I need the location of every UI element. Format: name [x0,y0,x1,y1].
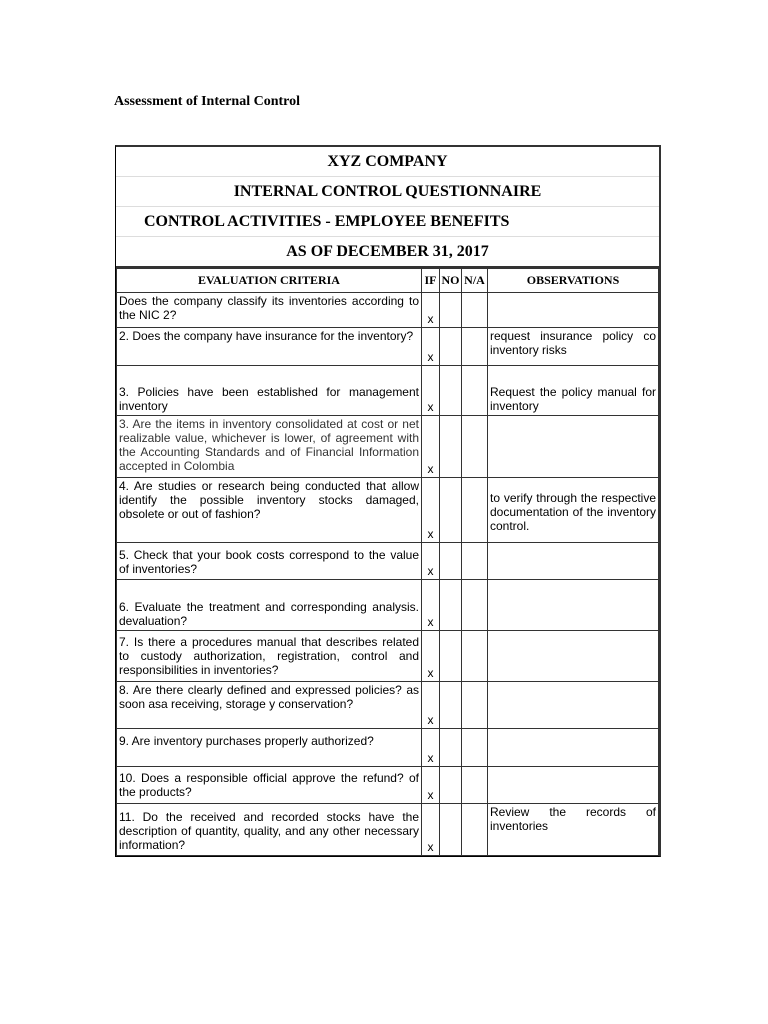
criteria-cell: 5. Check that your book costs correspond to the value of inventories? [117,543,422,580]
date-title: AS OF DECEMBER 31, 2017 [116,237,659,268]
table-row [117,366,659,416]
if-cell: x [422,416,440,478]
na-cell [462,580,488,631]
observation-cell [488,631,659,682]
table-row [117,729,659,767]
section-title: CONTROL ACTIVITIES - EMPLOYEE BENEFITS [116,207,659,237]
no-cell [440,804,462,856]
na-header: N/A [462,269,488,293]
no-cell [440,631,462,682]
questionnaire-title: INTERNAL CONTROL QUESTIONNAIRE [116,177,659,207]
na-cell [462,631,488,682]
if-cell: x [422,804,440,856]
criteria-cell: 4. Are studies or research being conducted that allow identify the possible inventory stocks damaged, obsolete or out of fashion? [117,478,422,543]
table-row [117,416,659,478]
criteria-cell: 7. Is there a procedures manual that describes related to custody authorization, registration, control and responsibilities in inventories? [117,631,422,682]
na-cell [462,366,488,416]
table-row [117,682,659,729]
na-cell [462,293,488,328]
table-row [117,804,659,856]
table-row [117,543,659,580]
table-row [117,293,659,328]
if-cell: x [422,767,440,804]
na-cell [462,767,488,804]
no-cell [440,293,462,328]
if-cell: x [422,543,440,580]
no-cell [440,416,462,478]
no-cell [440,543,462,580]
criteria-cell: Does the company classify its inventories according to the NIC 2? [117,293,422,328]
no-cell [440,682,462,729]
observation-cell [488,580,659,631]
table-row [117,631,659,682]
if-cell: x [422,366,440,416]
criteria-cell: 10. Does a responsible official approve the refund? of the products? [117,767,422,804]
no-header: NO [440,269,462,293]
observation-cell [488,543,659,580]
observation-cell: request insurance policy co inventory risks [488,328,659,366]
table-header-row [117,269,659,293]
if-cell: x [422,328,440,366]
if-header: IF [422,269,440,293]
observation-cell: Review the records of inventories [488,804,659,856]
observation-cell [488,729,659,767]
evaluation-table [116,268,659,856]
if-cell: x [422,580,440,631]
criteria-cell: 3. Are the items in inventory consolidated at cost or net realizable value, whichever is lower, of agreement with the Accounting Standards and of Financial Information accepted in Colombia [117,416,422,478]
observation-cell: to verify through the respective documentation of the inventory control. [488,478,659,543]
na-cell [462,729,488,767]
observation-cell [488,416,659,478]
table-row [117,767,659,804]
table-row [117,580,659,631]
observation-cell [488,682,659,729]
company-title: XYZ COMPANY [116,147,659,177]
criteria-header: EVALUATION CRITERIA [117,269,422,293]
no-cell [440,478,462,543]
if-cell: x [422,478,440,543]
na-cell [462,478,488,543]
criteria-cell: 6. Evaluate the treatment and corresponding analysis. devaluation? [117,580,422,631]
if-cell: x [422,631,440,682]
if-cell: x [422,293,440,328]
observation-cell: Request the policy manual for inventory [488,366,659,416]
na-cell [462,328,488,366]
no-cell [440,328,462,366]
observation-cell [488,767,659,804]
no-cell [440,729,462,767]
no-cell [440,580,462,631]
if-cell: x [422,729,440,767]
na-cell [462,804,488,856]
table-row [117,328,659,366]
observations-header: OBSERVATIONS [488,269,659,293]
no-cell [440,366,462,416]
criteria-cell: 8. Are there clearly defined and expressed policies? as soon asa receiving, storage y conservation? [117,682,422,729]
observation-cell [488,293,659,328]
na-cell [462,682,488,729]
if-cell: x [422,682,440,729]
table-row [117,478,659,543]
criteria-cell: 11. Do the received and recorded stocks have the description of quantity, quality, and any other necessary information? [117,804,422,856]
no-cell [440,767,462,804]
document-heading: Assessment of Internal Control [114,94,301,109]
criteria-cell: 3. Policies have been established for management inventory [117,366,422,416]
criteria-cell: 2. Does the company have insurance for the inventory? [117,328,422,366]
na-cell [462,543,488,580]
criteria-cell: 9. Are inventory purchases properly authorized? [117,729,422,767]
questionnaire-sheet [115,145,661,857]
na-cell [462,416,488,478]
